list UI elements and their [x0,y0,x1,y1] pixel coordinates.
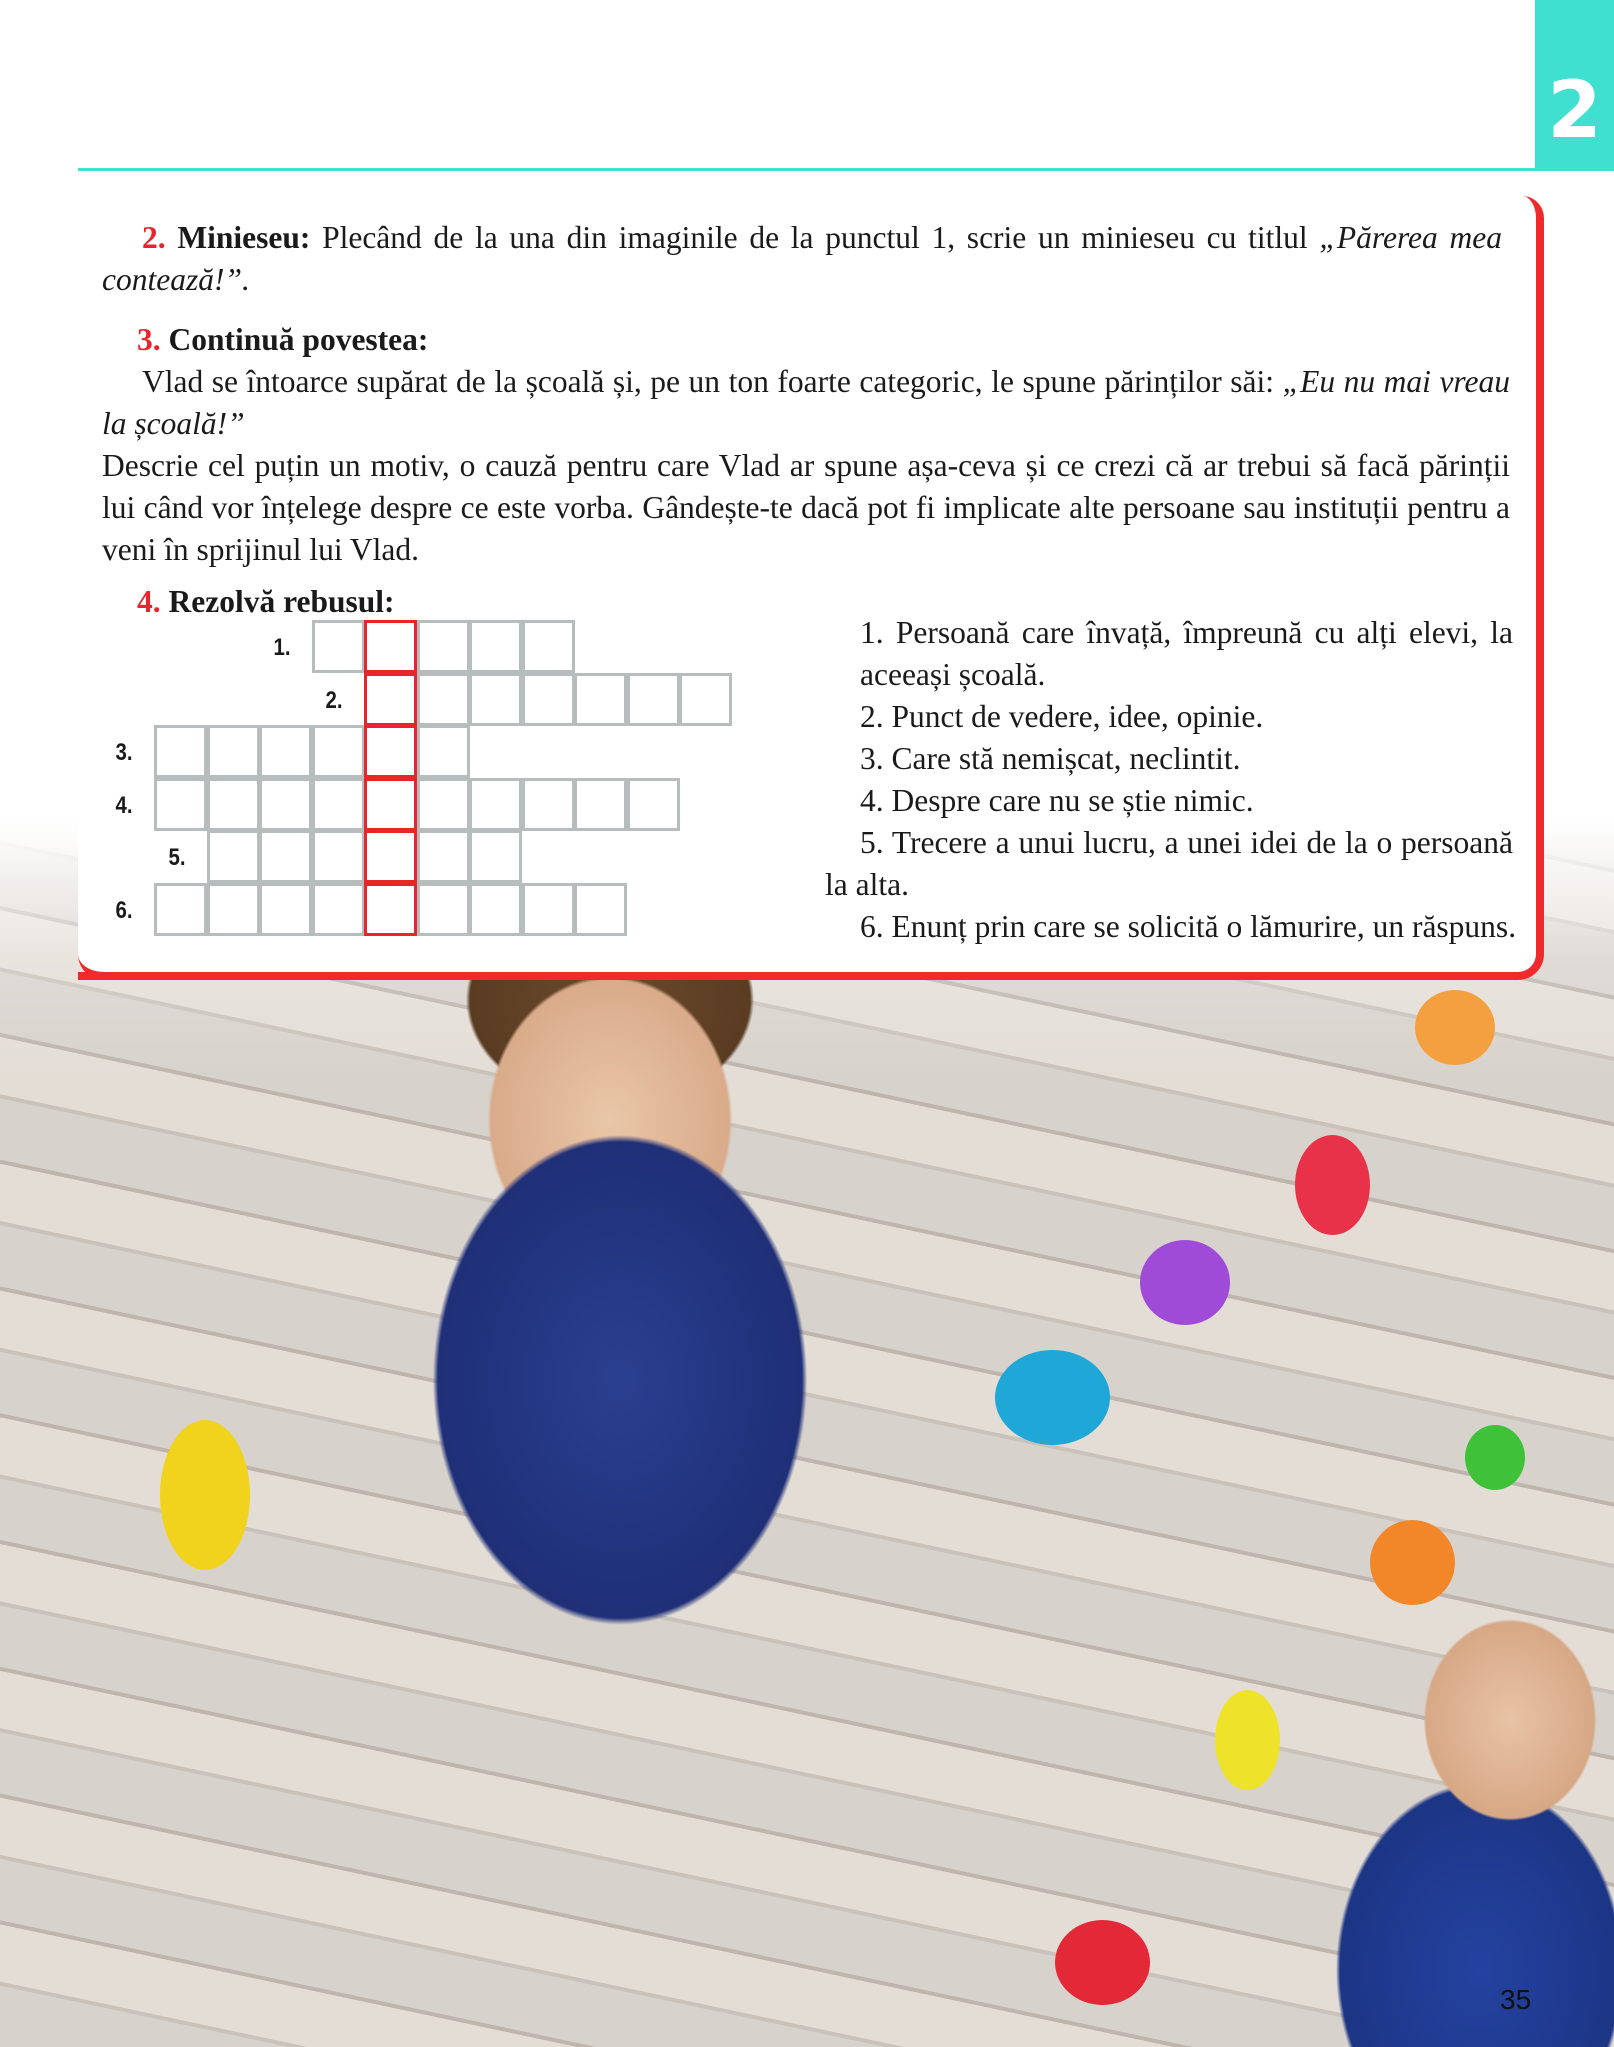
crossword-row-label: 1. [273,634,291,661]
story-text: Vlad se întoarce supărat de la școală și, pe un ton foarte categoric, le spune părinților săi: [142,364,1283,399]
crossword-cell[interactable] [522,778,575,831]
crossword-row-label: 3. [115,739,133,766]
crossword-cell[interactable] [417,883,470,936]
exercise-number: 4. [137,584,161,619]
climbing-hold [1465,1425,1525,1490]
climbing-hold [1370,1520,1455,1605]
crossword-cell[interactable] [469,778,522,831]
crossword-key-cell[interactable] [364,883,417,936]
clue: 3. Care stă nemișcat, neclintit. [860,741,1241,776]
crossword-clues [825,612,1517,948]
crossword-key-cell[interactable] [364,673,417,726]
crossword-cell[interactable] [679,673,732,726]
clue: 6. Enunț prin care se solicită o lămurire, un răspuns. [860,909,1517,944]
crossword-cell[interactable] [574,883,627,936]
crossword-row-label: 6. [115,896,133,924]
crossword-cell[interactable] [469,673,522,726]
clue: 5. Trecere a unui lucru, a unei idei de la o persoană la alta. [825,825,1513,902]
exercise-number: 3. [137,322,161,357]
exercise-4-title [137,581,395,623]
crossword-cell[interactable] [417,673,470,726]
crossword-cell[interactable] [417,725,470,778]
climbing-hold [1295,1135,1370,1235]
climbing-hold [1215,1690,1280,1790]
exercise-title: Continuă povestea: [168,322,429,357]
climbing-hold [160,1420,250,1570]
story-instructions: Descrie cel puțin un motiv, o cauză pentru care Vlad ar spune așa-ceva și ce crezi că ar trebui să facă părinții lui când vor înțelege despre ce este vorba. Gândește-te dacă pot fi implicate alte persoane sau instituții pentru a veni în sprijinul lui Vlad. [102,448,1510,567]
clue: 1. Persoană care învață, împreună cu alți elevi, la aceeași școală. [860,615,1513,692]
crossword-cell[interactable] [469,830,522,883]
crossword-cell[interactable] [259,778,312,831]
crossword-cell[interactable] [469,620,522,673]
crossword-cell[interactable] [574,778,627,831]
climbing-hold [1415,990,1495,1065]
exercise-title: Minieseu: [177,220,311,255]
crossword-cell[interactable] [312,725,365,778]
photo-children-climbing-wall [0,820,1614,2047]
crossword-cell[interactable] [259,830,312,883]
page-number: 35 [1500,1984,1532,2015]
chapter-tab: 2 [1535,0,1614,171]
crossword-key-cell[interactable] [364,778,417,831]
crossword-cell[interactable] [154,883,207,936]
crossword-cell[interactable] [312,883,365,936]
crossword-cell[interactable] [207,778,260,831]
crossword-cell[interactable] [312,620,365,673]
exercise-number: 2. [142,220,166,255]
exercise-3 [102,319,1510,571]
crossword-cell[interactable] [627,778,680,831]
crossword-row-label: 4. [115,791,133,819]
climbing-hold [1055,1920,1150,2005]
crossword-cell[interactable] [417,830,470,883]
crossword-cell[interactable] [259,883,312,936]
crossword-cell[interactable] [469,883,522,936]
crossword-cell[interactable] [522,883,575,936]
climbing-hold [995,1350,1110,1445]
exercise-title: Rezolvă rebusul: [168,584,395,619]
crossword-key-cell[interactable] [364,725,417,778]
crossword-cell[interactable] [207,830,260,883]
exercise-2 [102,217,1502,301]
clue: 2. Punct de vedere, idee, opinie. [860,699,1264,734]
crossword-cell[interactable] [522,673,575,726]
crossword-row-label: 2. [325,686,343,714]
crossword-cell[interactable] [417,778,470,831]
crossword-cell[interactable] [522,620,575,673]
crossword-cell[interactable] [627,673,680,726]
crossword-cell[interactable] [312,830,365,883]
crossword-cell[interactable] [574,673,627,726]
crossword-cell[interactable] [207,883,260,936]
crossword-cell[interactable] [259,725,312,778]
crossword-cell[interactable] [312,778,365,831]
crossword-row-label: 5. [168,844,186,871]
crossword-cell[interactable] [417,620,470,673]
story-quote: „Eu nu mai vreau la școală!” [102,364,1511,441]
crossword-key-cell[interactable] [364,830,417,883]
exercise-text: Plecând de la una din imaginile de la punctul 1, scrie un minieseu cu titlul [310,220,1320,255]
crossword-cell[interactable] [207,725,260,778]
crossword-cell[interactable] [154,725,207,778]
crossword-cell[interactable] [154,778,207,831]
essay-title: „Părerea mea contează!”. [102,220,1503,297]
crossword-key-cell[interactable] [364,620,417,673]
clue: 4. Despre care nu se știe nimic. [860,783,1254,818]
header-rule [78,168,1536,171]
climbing-hold [1140,1240,1230,1325]
